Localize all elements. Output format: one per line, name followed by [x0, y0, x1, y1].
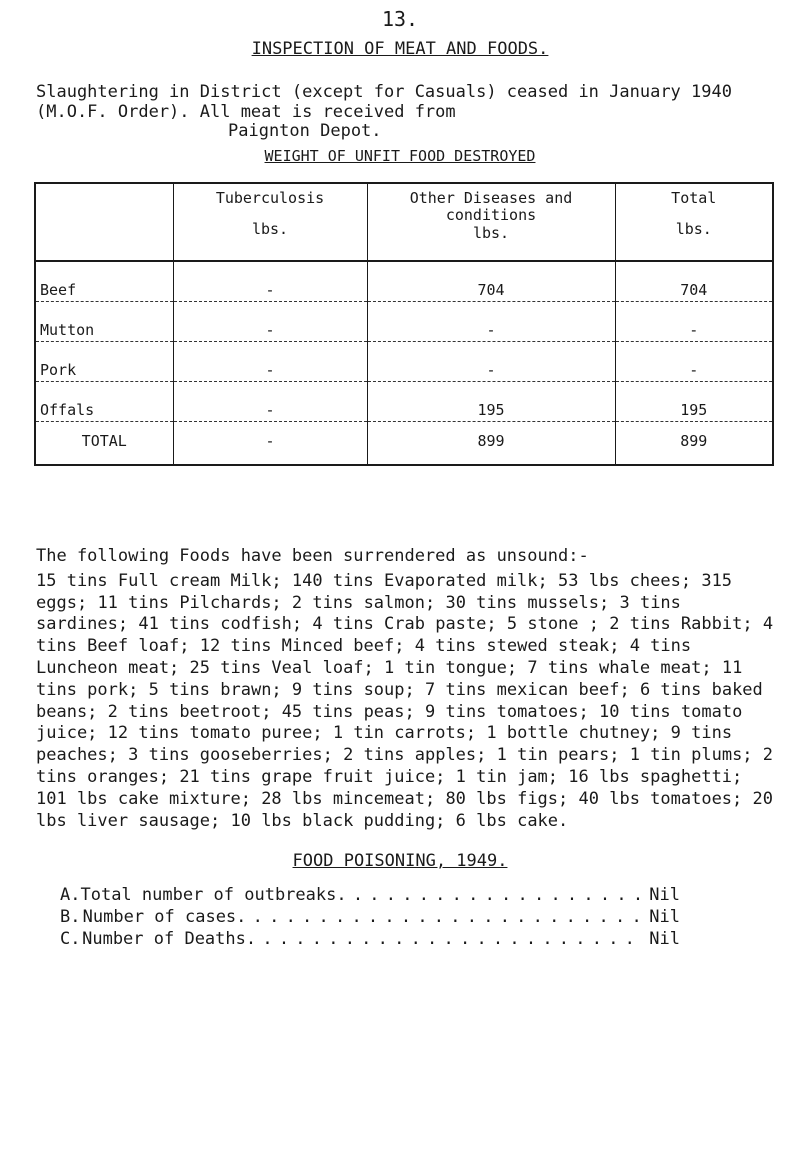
surrendered-item: 315 eggs;	[36, 570, 733, 613]
surrendered-item: 45 tins peas;	[281, 701, 415, 722]
surrendered-item: 2 tins apples;	[343, 745, 487, 766]
item-letter: B.	[60, 907, 81, 927]
surrendered-item: 15 tins Full cream Milk;	[36, 570, 282, 591]
header-cell	[173, 183, 367, 261]
surrendered-item: 41 tins codfish;	[138, 614, 303, 635]
surrendered-item: 11 tins Pilchards;	[97, 592, 282, 613]
surrendered-item: 12 tins Minced beef;	[199, 636, 405, 657]
surrendered-item: 12 tins tomato puree;	[107, 723, 323, 744]
surrendered-item: 140 tins Evaporated milk;	[291, 570, 548, 591]
surrendered-item: 9 tins tomatoes;	[425, 701, 589, 722]
item-label: Total number of outbreaks	[80, 885, 337, 905]
surrendered-item: 2 tins beetroot;	[107, 701, 272, 722]
item-value: Nil	[649, 907, 680, 927]
table-row	[35, 261, 773, 302]
surrendered-item: 4 tins Crab paste;	[312, 614, 497, 635]
header-unit: lbs.	[251, 220, 289, 239]
surrendered-item: 28 lbs mincemeat;	[261, 788, 436, 809]
surrendered-item: 1 bottle chutney;	[486, 723, 661, 744]
grand-total: 899	[615, 422, 773, 466]
total-value: -	[615, 342, 773, 382]
surrendered-item: 7 tins mexican beef;	[425, 679, 630, 700]
table-row	[35, 302, 773, 342]
header-cell	[615, 183, 773, 261]
surrendered-item: 101 lbs cake mixture;	[36, 788, 251, 809]
other-value: 704	[367, 261, 615, 302]
surrendered-item: 40 lbs tomatoes;	[578, 788, 743, 809]
total-value: 704	[615, 261, 773, 302]
surrendered-item: 1 tin jam;	[455, 766, 559, 787]
total-label: TOTAL	[35, 422, 173, 466]
dot-leader	[236, 906, 645, 928]
surrendered-item: 10 tins tomato juice;	[36, 701, 743, 744]
list-item	[60, 884, 680, 906]
other-value: -	[367, 342, 615, 382]
row-label: Offals	[35, 382, 173, 422]
tuberculosis-total: -	[173, 422, 367, 466]
surrendered-item: 7 tins whale meat;	[527, 657, 712, 678]
surrendered-item: 21 tins grape fruit juice;	[179, 766, 446, 787]
food-poisoning-list	[60, 884, 680, 950]
item-letter: C.	[60, 929, 81, 949]
unfit-food-table	[34, 182, 774, 466]
surrendered-item: 4 tins Luncheon meat;	[36, 636, 692, 678]
table-row	[35, 382, 773, 422]
row-label: Pork	[35, 342, 173, 382]
table-row	[35, 342, 773, 382]
item-value: Nil	[649, 885, 680, 905]
surrendered-item: 2 tins oranges;	[36, 745, 774, 787]
row-label: Beef	[35, 261, 173, 302]
surrendered-item: 4 tins Beef loaf;	[36, 614, 774, 657]
surrendered-item: 6 lbs cake.	[455, 810, 569, 831]
other-total: 899	[367, 422, 615, 466]
header-label: Total	[671, 189, 717, 207]
surrendered-lead: The following Foods have been surrendered as unsound:-	[36, 546, 589, 566]
surrendered-foods	[36, 546, 782, 832]
surrendered-item: 20 lbs liver sausage;	[36, 788, 774, 831]
surrendered-item: 2 tins Rabbit;	[609, 614, 753, 635]
surrendered-item: 16 lbs spaghetti;	[568, 766, 743, 787]
other-value: 195	[367, 382, 615, 422]
surrendered-item: 1 tin carrots;	[332, 723, 477, 744]
surrendered-item: 53 lbs chees;	[558, 570, 692, 591]
item-letter: A.	[60, 885, 81, 905]
row-label: Mutton	[35, 302, 173, 342]
header-cell	[35, 183, 173, 261]
section-title: INSPECTION OF MEAT AND FOODS.	[251, 39, 549, 59]
surrendered-item: 1 tin plums;	[629, 745, 753, 766]
total-value: 195	[615, 382, 773, 422]
tuberculosis-value: -	[173, 261, 367, 302]
surrendered-item: 3 tins sardines;	[36, 592, 681, 635]
surrendered-item: 5 stone	[506, 614, 579, 635]
list-item	[60, 928, 680, 950]
total-value: -	[615, 302, 773, 342]
table-total-row	[35, 422, 773, 466]
item-label: Number of Deaths	[82, 929, 246, 949]
surrendered-item: 25 tins Veal loaf;	[189, 657, 374, 678]
surrendered-item: 80 lbs figs;	[445, 788, 569, 809]
intro-text: Slaughtering in District (except for Casuals) ceased in January 1940 (M.O.F. Order). All meat is received from	[36, 82, 732, 122]
food-poisoning-title: FOOD POISONING, 1949.	[292, 851, 508, 871]
tuberculosis-value: -	[173, 302, 367, 342]
surrendered-item: 3 tins gooseberries;	[128, 745, 333, 766]
header-cell	[367, 183, 615, 261]
surrendered-item: 30 tins mussels;	[445, 592, 610, 613]
surrendered-item: 2 tins salmon;	[291, 592, 436, 613]
item-value: Nil	[649, 929, 680, 949]
surrendered-item: 10 lbs black pudding;	[230, 810, 446, 831]
header-unit: lbs.	[675, 220, 712, 239]
tuberculosis-value: -	[173, 342, 367, 382]
header-unit: lbs.	[472, 223, 510, 242]
surrendered-item: 9 tins soup;	[291, 679, 415, 700]
other-value: -	[367, 302, 615, 342]
surrendered-item: 11 tins pork;	[36, 657, 743, 700]
header-label: Other Diseases and conditions	[409, 189, 573, 225]
item-label: Number of cases	[82, 907, 237, 927]
table-title: WEIGHT OF UNFIT FOOD DESTROYED	[264, 147, 536, 165]
surrendered-item: 1 tin pears;	[496, 745, 620, 766]
surrendered-item: ;	[588, 614, 600, 635]
surrendered-item: 5 tins brawn;	[148, 679, 282, 700]
surrendered-item: 9 tins peaches;	[36, 723, 733, 766]
table-header-row	[35, 183, 773, 261]
list-item	[60, 906, 680, 928]
surrendered-item: 4 tins stewed steak;	[414, 636, 620, 657]
surrendered-item: 6 tins baked beans;	[36, 679, 763, 722]
intro-paragraph	[36, 83, 776, 142]
header-label: Tuberculosis	[215, 189, 325, 207]
page-number: 13.	[381, 7, 419, 31]
dot-leader	[336, 884, 645, 906]
dot-leader	[246, 928, 645, 950]
intro-text-end: Paignton Depot.	[228, 121, 382, 142]
tuberculosis-value: -	[173, 382, 367, 422]
surrendered-list	[36, 571, 782, 833]
surrendered-item: 1 tin tongue;	[384, 657, 518, 678]
